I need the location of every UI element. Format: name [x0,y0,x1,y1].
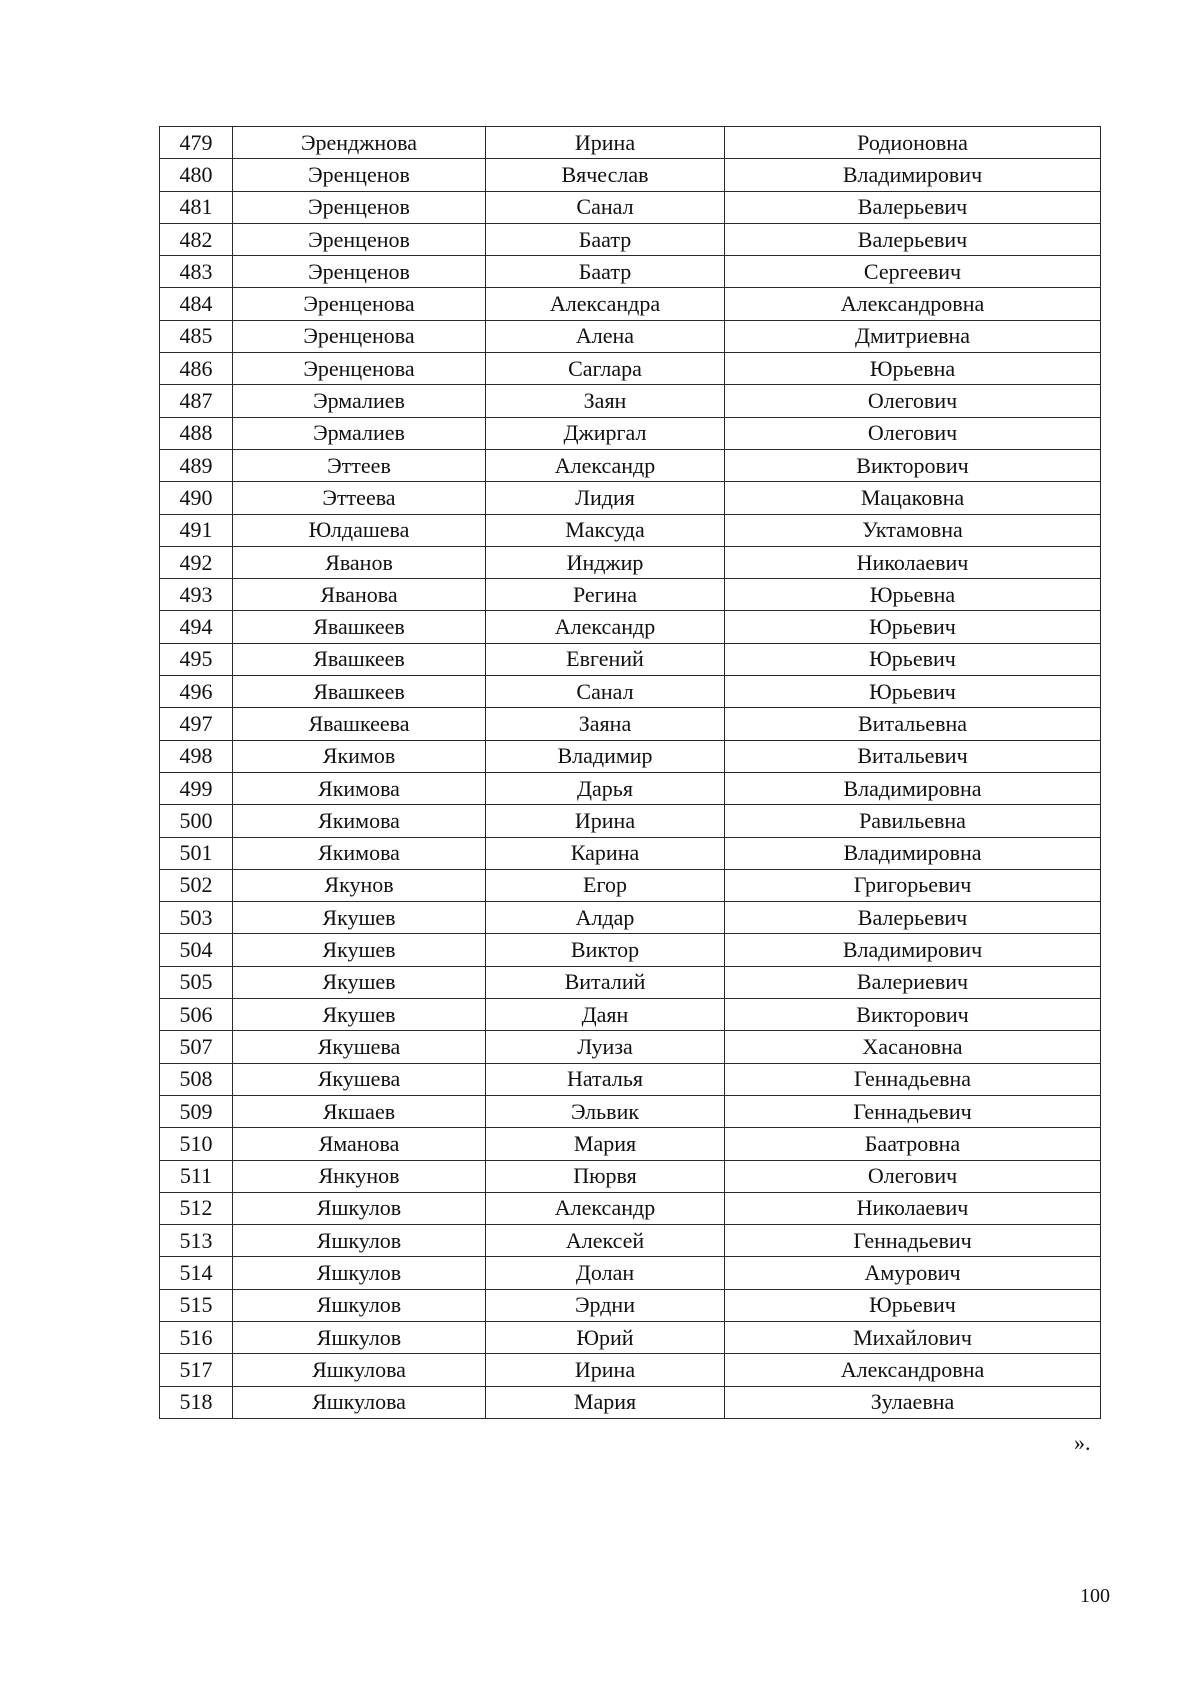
last-name-cell: Яшкулов [233,1289,486,1321]
first-name-cell: Саглара [486,353,725,385]
patronymic-cell: Олегович [725,385,1101,417]
last-name-cell: Якунов [233,869,486,901]
table-row [160,1321,1101,1353]
last-name-cell: Яшкулов [233,1321,486,1353]
table-row [160,159,1101,191]
row-number-cell: 495 [160,643,233,675]
row-number-cell: 493 [160,579,233,611]
table-row [160,320,1101,352]
row-number-cell: 517 [160,1354,233,1386]
first-name-cell: Александра [486,288,725,320]
row-number-cell: 515 [160,1289,233,1321]
patronymic-cell: Витальевна [725,708,1101,740]
closing-quote-mark: ». [1074,1430,1091,1455]
last-name-cell: Эренценова [233,320,486,352]
row-number-cell: 496 [160,676,233,708]
row-number-cell: 480 [160,159,233,191]
patronymic-cell: Олегович [725,417,1101,449]
row-number-cell: 511 [160,1160,233,1192]
first-name-cell: Алдар [486,902,725,934]
table-row [160,837,1101,869]
first-name-cell: Виталий [486,966,725,998]
patronymic-cell: Витальевич [725,740,1101,772]
last-name-cell: Якушев [233,934,486,966]
row-number-cell: 487 [160,385,233,417]
roster-table [159,126,1101,1419]
patronymic-cell: Григорьевич [725,869,1101,901]
row-number-cell: 490 [160,482,233,514]
first-name-cell: Вячеслав [486,159,725,191]
patronymic-cell: Мацаковна [725,482,1101,514]
last-name-cell: Эренценова [233,288,486,320]
last-name-cell: Яшкулова [233,1386,486,1418]
table-row [160,256,1101,288]
row-number-cell: 498 [160,740,233,772]
patronymic-cell: Владимировна [725,772,1101,804]
row-number-cell: 479 [160,127,233,159]
patronymic-cell: Валерьевич [725,191,1101,223]
page-number: 100 [1080,1585,1110,1607]
row-number-cell: 494 [160,611,233,643]
last-name-cell: Якушев [233,966,486,998]
patronymic-cell: Николаевич [725,1192,1101,1224]
row-number-cell: 508 [160,1063,233,1095]
first-name-cell: Ирина [486,127,725,159]
patronymic-cell: Валерьевич [725,902,1101,934]
row-number-cell: 491 [160,514,233,546]
row-number-cell: 507 [160,1031,233,1063]
table-row [160,1160,1101,1192]
table-row [160,449,1101,481]
patronymic-cell: Уктамовна [725,514,1101,546]
last-name-cell: Яванова [233,579,486,611]
last-name-cell: Эттеева [233,482,486,514]
patronymic-cell: Хасановна [725,1031,1101,1063]
last-name-cell: Явашкеев [233,676,486,708]
last-name-cell: Якимова [233,837,486,869]
table-row [160,676,1101,708]
first-name-cell: Санал [486,676,725,708]
first-name-cell: Луиза [486,1031,725,1063]
row-number-cell: 485 [160,320,233,352]
patronymic-cell: Родионовна [725,127,1101,159]
table-row [160,740,1101,772]
first-name-cell: Владимир [486,740,725,772]
last-name-cell: Якимова [233,772,486,804]
first-name-cell: Мария [486,1386,725,1418]
row-number-cell: 514 [160,1257,233,1289]
last-name-cell: Якимова [233,805,486,837]
first-name-cell: Ирина [486,1354,725,1386]
patronymic-cell: Валерьевич [725,223,1101,255]
last-name-cell: Эренценова [233,353,486,385]
table-row [160,482,1101,514]
last-name-cell: Эренценов [233,223,486,255]
table-row [160,966,1101,998]
last-name-cell: Якушева [233,1031,486,1063]
first-name-cell: Алексей [486,1225,725,1257]
last-name-cell: Эренценов [233,159,486,191]
row-number-cell: 499 [160,772,233,804]
row-number-cell: 486 [160,353,233,385]
last-name-cell: Яшкулов [233,1192,486,1224]
last-name-cell: Яшкулова [233,1354,486,1386]
last-name-cell: Яшкулов [233,1225,486,1257]
first-name-cell: Джиргал [486,417,725,449]
patronymic-cell: Владимировна [725,837,1101,869]
first-name-cell: Виктор [486,934,725,966]
patronymic-cell: Владимирович [725,934,1101,966]
row-number-cell: 501 [160,837,233,869]
row-number-cell: 502 [160,869,233,901]
last-name-cell: Явашкеев [233,611,486,643]
last-name-cell: Эрмалиев [233,385,486,417]
first-name-cell: Мария [486,1128,725,1160]
row-number-cell: 497 [160,708,233,740]
table-row [160,1063,1101,1095]
row-number-cell: 504 [160,934,233,966]
row-number-cell: 506 [160,999,233,1031]
row-number-cell: 482 [160,223,233,255]
first-name-cell: Пюрвя [486,1160,725,1192]
patronymic-cell: Александровна [725,1354,1101,1386]
table-row [160,1128,1101,1160]
roster-table-body [160,127,1101,1419]
table-row [160,1257,1101,1289]
last-name-cell: Эттеев [233,449,486,481]
row-number-cell: 510 [160,1128,233,1160]
row-number-cell: 505 [160,966,233,998]
last-name-cell: Явашкеева [233,708,486,740]
first-name-cell: Ирина [486,805,725,837]
patronymic-cell: Юрьевна [725,579,1101,611]
first-name-cell: Дарья [486,772,725,804]
first-name-cell: Долан [486,1257,725,1289]
last-name-cell: Эрмалиев [233,417,486,449]
table-row [160,772,1101,804]
first-name-cell: Егор [486,869,725,901]
row-number-cell: 488 [160,417,233,449]
last-name-cell: Явашкеев [233,643,486,675]
table-row [160,1095,1101,1127]
first-name-cell: Юрий [486,1321,725,1353]
patronymic-cell: Зулаевна [725,1386,1101,1418]
last-name-cell: Юлдашева [233,514,486,546]
table-row [160,514,1101,546]
last-name-cell: Янкунов [233,1160,486,1192]
first-name-cell: Регина [486,579,725,611]
patronymic-cell: Геннадьевич [725,1225,1101,1257]
first-name-cell: Эльвик [486,1095,725,1127]
patronymic-cell: Сергеевич [725,256,1101,288]
first-name-cell: Максуда [486,514,725,546]
patronymic-cell: Олегович [725,1160,1101,1192]
table-row [160,1192,1101,1224]
row-number-cell: 513 [160,1225,233,1257]
patronymic-cell: Баатровна [725,1128,1101,1160]
row-number-cell: 500 [160,805,233,837]
table-row [160,999,1101,1031]
last-name-cell: Якимов [233,740,486,772]
patronymic-cell: Дмитриевна [725,320,1101,352]
first-name-cell: Александр [486,1192,725,1224]
table-row [160,643,1101,675]
table-row [160,1354,1101,1386]
table-row [160,546,1101,578]
row-number-cell: 489 [160,449,233,481]
patronymic-cell: Юрьевич [725,1289,1101,1321]
patronymic-cell: Владимирович [725,159,1101,191]
first-name-cell: Лидия [486,482,725,514]
table-row [160,934,1101,966]
first-name-cell: Инджир [486,546,725,578]
patronymic-cell: Михайлович [725,1321,1101,1353]
table-row [160,579,1101,611]
first-name-cell: Даян [486,999,725,1031]
last-name-cell: Якшаев [233,1095,486,1127]
table-row [160,708,1101,740]
row-number-cell: 483 [160,256,233,288]
last-name-cell: Эренценов [233,191,486,223]
table-row [160,385,1101,417]
last-name-cell: Яманова [233,1128,486,1160]
table-row [160,127,1101,159]
table-row [160,1031,1101,1063]
last-name-cell: Эренджнова [233,127,486,159]
patronymic-cell: Викторович [725,999,1101,1031]
patronymic-cell: Юрьевич [725,643,1101,675]
row-number-cell: 516 [160,1321,233,1353]
first-name-cell: Александр [486,611,725,643]
patronymic-cell: Юрьевич [725,611,1101,643]
first-name-cell: Заян [486,385,725,417]
first-name-cell: Наталья [486,1063,725,1095]
patronymic-cell: Юрьевна [725,353,1101,385]
row-number-cell: 503 [160,902,233,934]
patronymic-cell: Геннадьевна [725,1063,1101,1095]
last-name-cell: Якушев [233,902,486,934]
table-row [160,1225,1101,1257]
table-row [160,1386,1101,1418]
row-number-cell: 518 [160,1386,233,1418]
patronymic-cell: Юрьевич [725,676,1101,708]
row-number-cell: 512 [160,1192,233,1224]
first-name-cell: Баатр [486,223,725,255]
patronymic-cell: Николаевич [725,546,1101,578]
last-name-cell: Эренценов [233,256,486,288]
table-row [160,1289,1101,1321]
patronymic-cell: Викторович [725,449,1101,481]
last-name-cell: Яшкулов [233,1257,486,1289]
table-row [160,353,1101,385]
first-name-cell: Алена [486,320,725,352]
first-name-cell: Заяна [486,708,725,740]
patronymic-cell: Геннадьевич [725,1095,1101,1127]
row-number-cell: 492 [160,546,233,578]
first-name-cell: Александр [486,449,725,481]
last-name-cell: Якушева [233,1063,486,1095]
row-number-cell: 484 [160,288,233,320]
patronymic-cell: Равильевна [725,805,1101,837]
table-row [160,902,1101,934]
first-name-cell: Санал [486,191,725,223]
first-name-cell: Карина [486,837,725,869]
first-name-cell: Евгений [486,643,725,675]
first-name-cell: Баатр [486,256,725,288]
patronymic-cell: Валериевич [725,966,1101,998]
table-row [160,611,1101,643]
table-row [160,869,1101,901]
table-row [160,191,1101,223]
last-name-cell: Яванов [233,546,486,578]
table-row [160,288,1101,320]
patronymic-cell: Амурович [725,1257,1101,1289]
table-row [160,417,1101,449]
row-number-cell: 509 [160,1095,233,1127]
patronymic-cell: Александровна [725,288,1101,320]
table-row [160,223,1101,255]
last-name-cell: Якушев [233,999,486,1031]
table-row [160,805,1101,837]
first-name-cell: Эрдни [486,1289,725,1321]
row-number-cell: 481 [160,191,233,223]
